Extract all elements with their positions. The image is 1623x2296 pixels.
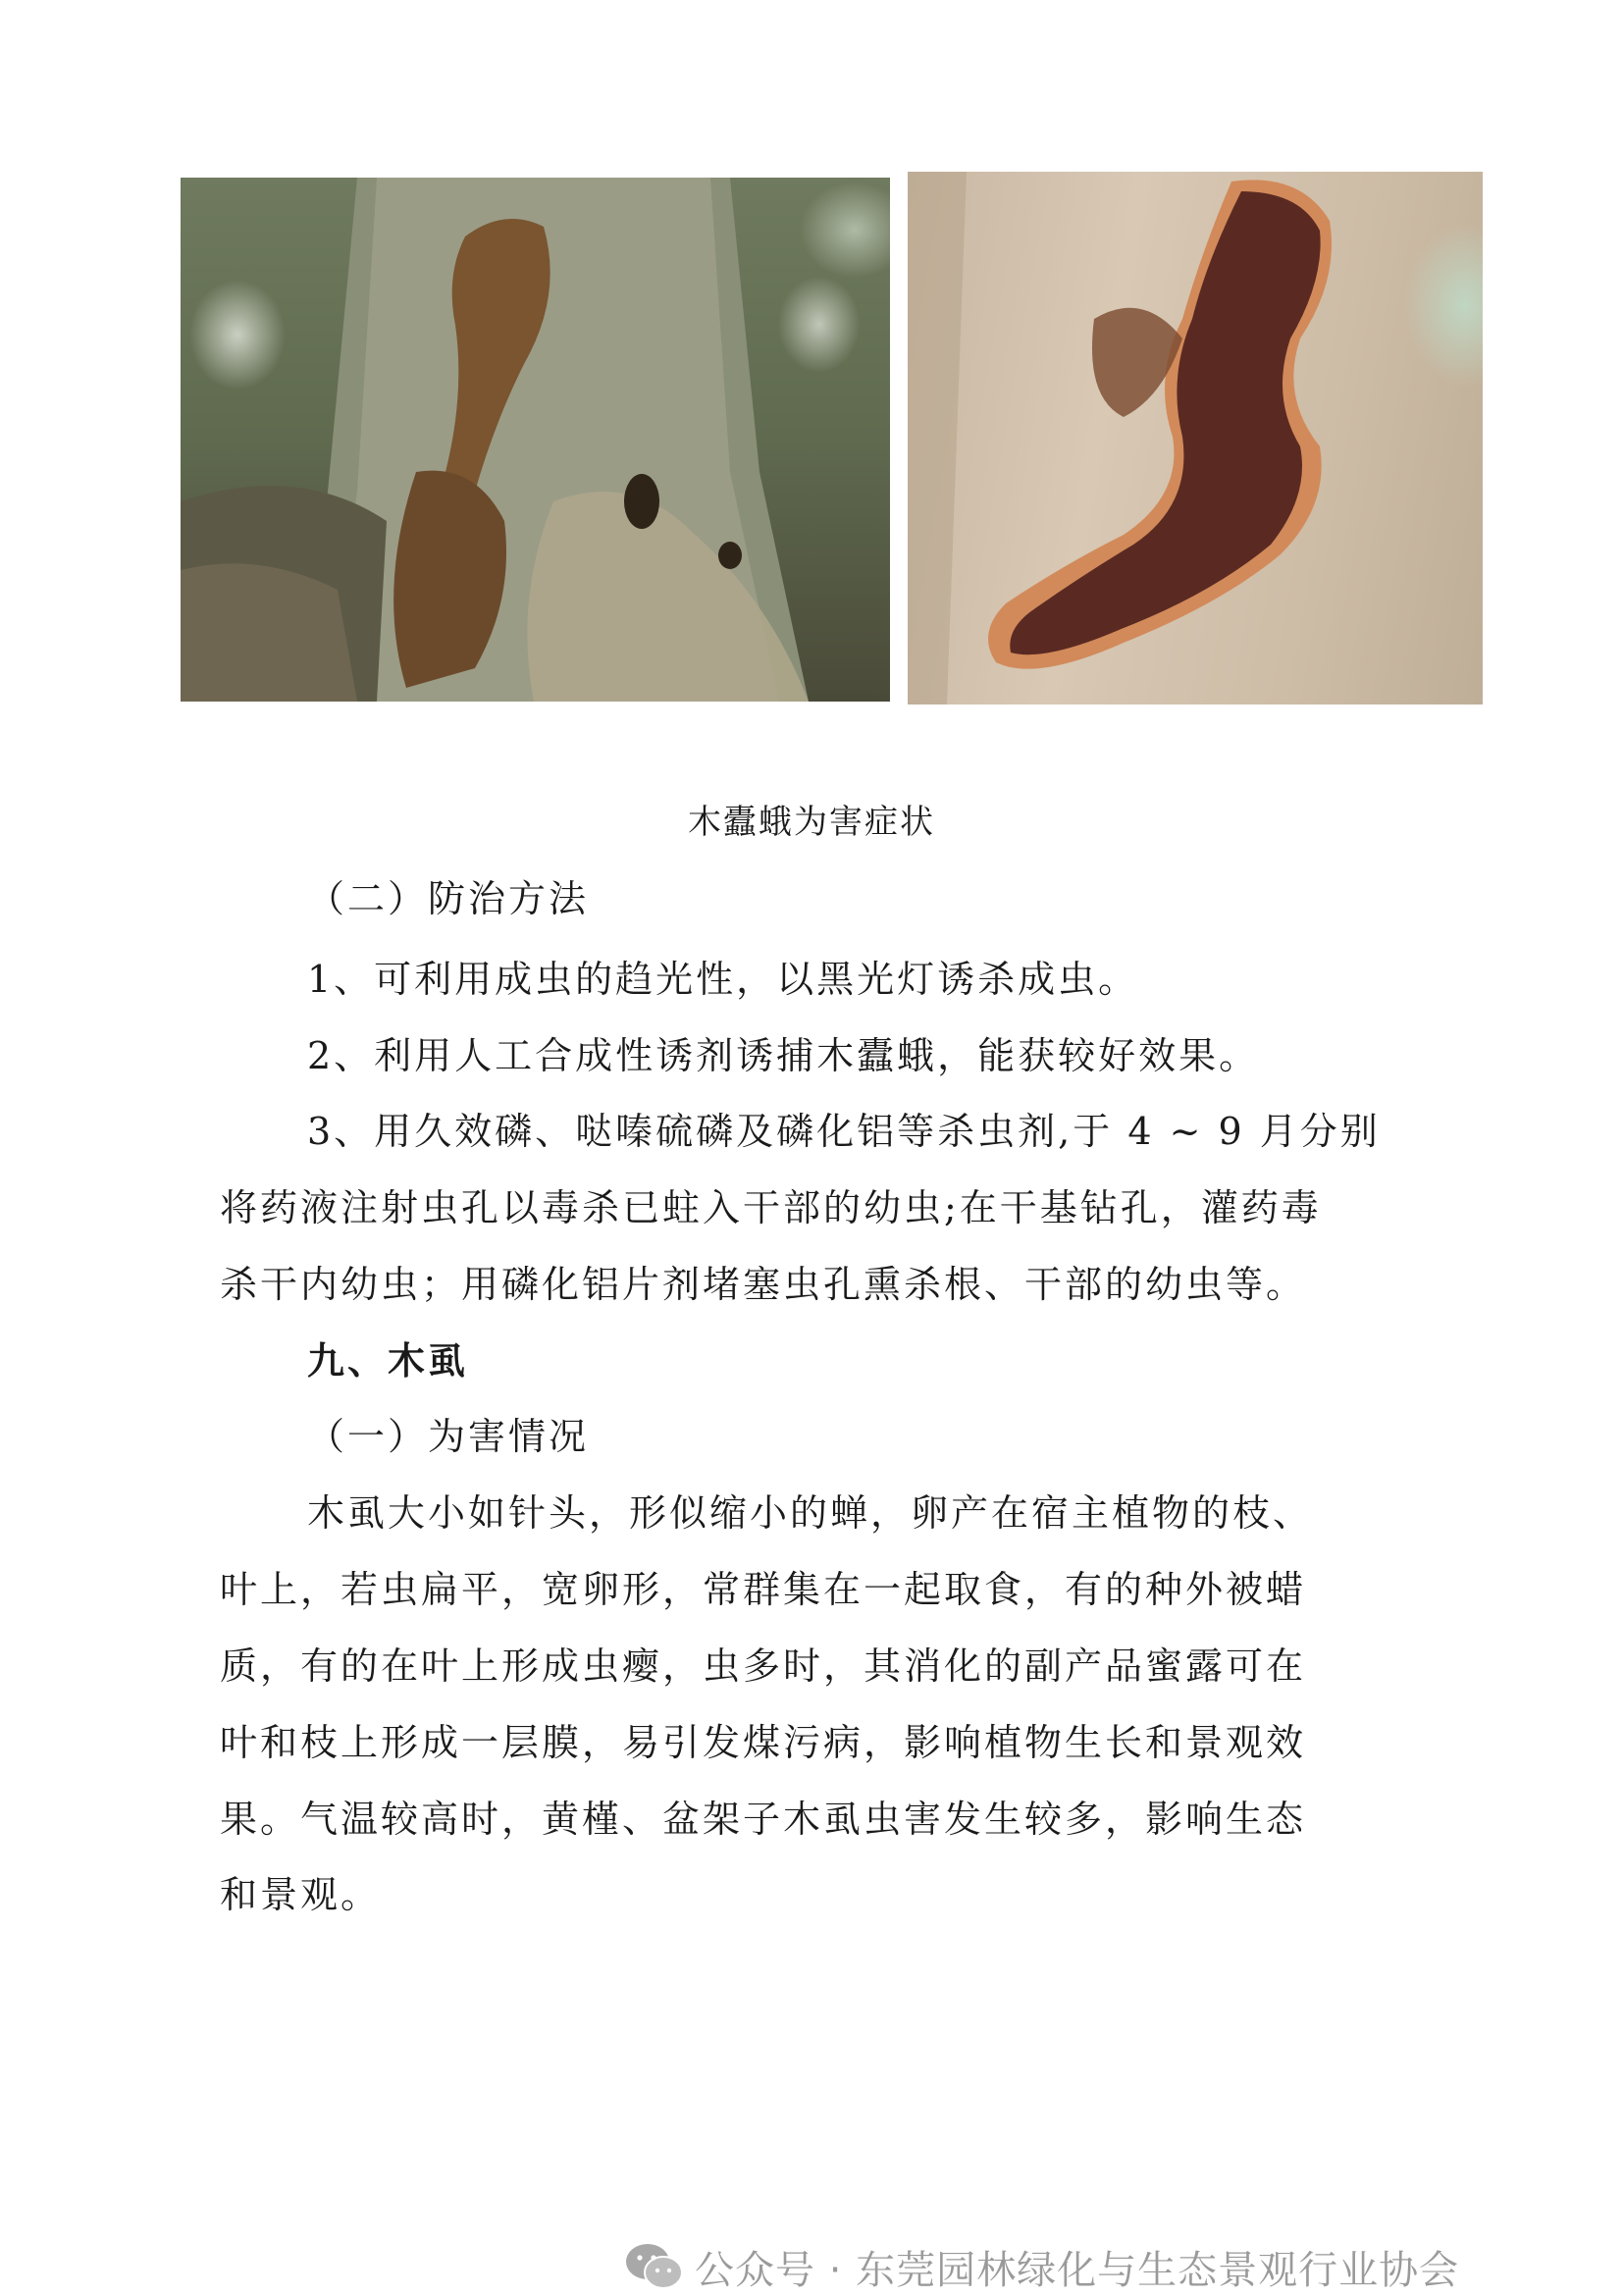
- damage-paragraph-line-1: 木虱大小如针头，形似缩小的蝉，卵产在宿主植物的枝、: [307, 1491, 1314, 1535]
- figure-caption: 木蠹蛾为害症状: [688, 803, 935, 842]
- control-methods-heading: （二）防治方法: [307, 877, 590, 920]
- bark-frass-photo-right: [908, 172, 1483, 704]
- control-item-3-line-1: 3、用久效磷、哒嗪硫磷及磷化铝等杀虫剂,于 4 ~ 9 月分别: [307, 1110, 1381, 1153]
- damage-paragraph-line-2: 叶上，若虫扁平，宽卵形，常群集在一起取食，有的种外被蜡: [220, 1568, 1307, 1611]
- damage-heading: （一）为害情况: [307, 1415, 590, 1458]
- wechat-icon: [624, 2242, 685, 2291]
- control-item-2: 2、利用人工合成性诱剂诱捕木蠹蛾，能获较好效果。: [307, 1034, 1260, 1077]
- control-item-3-line-3: 杀干内幼虫；用磷化铝片剂堵塞虫孔熏杀根、干部的幼虫等。: [220, 1263, 1307, 1306]
- control-item-1: 1、可利用成虫的趋光性，以黑光灯诱杀成虫。: [307, 958, 1139, 1001]
- damage-paragraph-line-3: 质，有的在叶上形成虫瘿，虫多时，其消化的副产品蜜露可在: [220, 1644, 1307, 1688]
- tree-trunk-damage-photo-left: [181, 178, 890, 702]
- control-item-3-line-2: 将药液注射虫孔以毒杀已蛀入干部的幼虫;在干基钻孔，灌药毒: [220, 1186, 1322, 1229]
- damage-paragraph-line-6: 和景观。: [220, 1873, 382, 1916]
- damage-paragraph-line-4: 叶和枝上形成一层膜，易引发煤污病，影响植物生长和景观效: [220, 1721, 1307, 1764]
- damage-paragraph-line-5: 果。气温较高时，黄槿、盆架子木虱虫害发生较多，影响生态: [220, 1798, 1307, 1841]
- pest-heading: 九、木虱: [307, 1339, 469, 1383]
- watermark: [624, 2237, 1459, 2296]
- watermark-text: 公众号 · 东莞园林绿化与生态景观行业协会: [695, 2247, 1460, 2293]
